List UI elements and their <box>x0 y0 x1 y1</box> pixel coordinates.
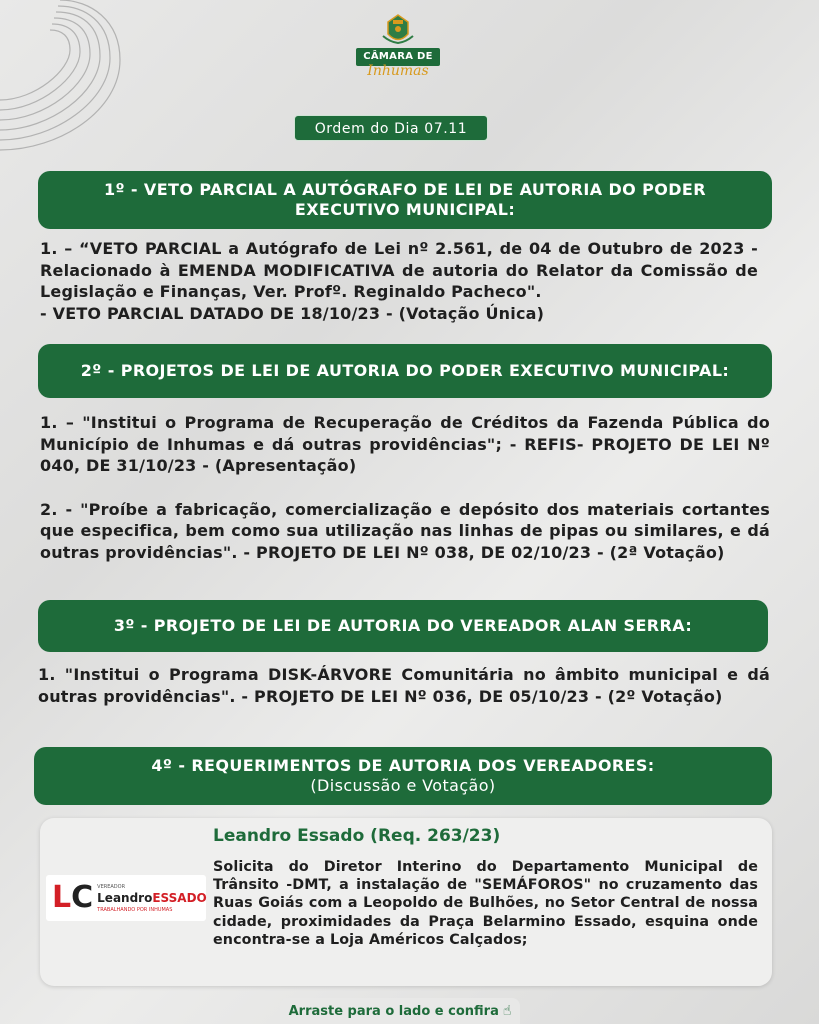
logo-script: Inhumas <box>367 63 429 79</box>
section-2-item-1: 1. – "Institui o Programa de Recuperação de Créditos da Fazenda Pública do Município de Inhumas e dá outras providências"; - REFIS- PROJETO DE LEI Nº 040, DE 31/10/23 - (Apresentação) <box>40 413 770 475</box>
decorative-swirl <box>0 0 140 180</box>
requirement-card <box>40 818 772 986</box>
section-3-heading <box>38 600 768 652</box>
section-4-heading <box>34 747 772 805</box>
section-2-item-2: 2. - "Proíbe a fabricação, comercialização e depósito dos materiais cortantes que especifica, bem como sua utilização nas linhas de pipas ou similares, e dá outras providências". - PROJETO DE LEI Nº 038, DE 02/10/23 - (2ª Votação) <box>40 499 770 562</box>
requirement-title: Leandro Essado (Req. 263/23) <box>213 826 501 846</box>
section-1-heading <box>38 171 772 229</box>
swipe-hint-label: Arraste para o lado e confira <box>288 1003 499 1019</box>
councilor-logo-icon: LC <box>52 880 94 915</box>
section-1-item-2: - VETO PARCIAL DATADO DE 18/10/23 - (Votação Única) <box>40 303 545 323</box>
badge-first-name: Leandro <box>97 890 153 905</box>
section-3-item-1: 1. "Institui o Programa DISK-ÁRVORE Comunitária no âmbito municipal e dá outras providências". - PROJETO DE LEI Nº 036, DE 05/10/23 - (2º Votação) <box>38 665 770 706</box>
section-3-heading-text: 3º - PROJETO DE LEI DE AUTORIA DO VEREADOR ALAN SERRA: <box>113 616 693 635</box>
agenda-date-label: Ordem do Dia 07.11 <box>294 115 488 141</box>
section-1-body <box>40 238 758 324</box>
requirement-description: Solicita do Diretor Interino do Departamento Municipal de Trânsito -DMT, a instalação de "SEMÁFOROS" no cruzamento das Ruas Goiás com a Leopoldo de Bulhões, no Setor Central de nossa cidade, proximidades da Praça Belarmino Essado, esquina onde encontra-se a Loja Américos Calçados; <box>213 859 758 948</box>
section-2-heading-text: 2º - PROJETOS DE LEI DE AUTORIA DO PODER EXECUTIVO MUNICIPAL: <box>80 361 730 380</box>
swipe-hint[interactable] <box>280 998 520 1024</box>
section-1-item-1: 1. – “VETO PARCIAL a Autógrafo de Lei nº 2.561, de 04 de Outubro de 2023 - Relacionado à EMENDA MODIFICATIVA de autoria do Relator da Comissão de Legislação e Finanças, Ver. Profº. Reginaldo Pacheco". <box>40 239 758 301</box>
section-1-heading-text: 1º - VETO PARCIAL A AUTÓGRAFO DE LEI DE AUTORIA DO PODER EXECUTIVO MUNICIPAL: <box>104 180 706 219</box>
badge-small-label: VEREADOR <box>97 883 126 890</box>
logo-band: CÂMARA DE <box>356 48 440 66</box>
section-4-heading-text: 4º - REQUERIMENTOS DE AUTORIA DOS VEREADORES: <box>151 756 655 775</box>
swipe-hand-icon: ☝ <box>502 1003 512 1019</box>
chamber-logo <box>350 12 446 79</box>
section-2-body <box>40 412 770 563</box>
badge-last-name: ESSADO <box>152 890 207 905</box>
badge-tagline: TRABALHANDO POR INHUMAS <box>97 906 173 913</box>
section-4-subheading: (Discussão e Votação) <box>310 776 496 795</box>
section-2-heading <box>38 344 772 398</box>
section-3-body <box>38 664 770 707</box>
crest-icon <box>380 12 416 46</box>
councilor-badge <box>46 875 206 921</box>
